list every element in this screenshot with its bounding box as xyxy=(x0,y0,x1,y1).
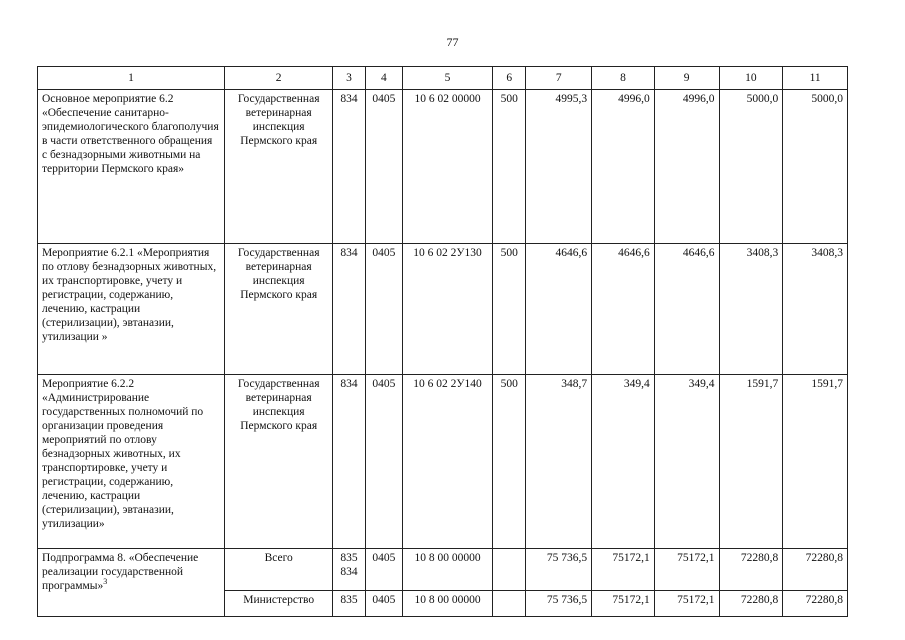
budget-table xyxy=(37,66,848,617)
kvr-code: 500 xyxy=(493,90,526,244)
grbs-code: 835 xyxy=(340,552,358,564)
table-row xyxy=(38,90,848,244)
grbs-codes xyxy=(333,549,365,591)
amount: 75172,1 xyxy=(592,549,655,591)
column-header: 1 xyxy=(38,67,225,90)
kvr-code: 500 xyxy=(493,375,526,549)
activity-name: Мероприятие 6.2.2 «Администрирование государственных полномочий по организации проведения мероприятий по отлову безнадзорных животных, их транспортировке, учету и регистрации, содержанию, лечению, кастрации (стерилизации), эвтаназии, утилизации» xyxy=(38,375,225,549)
column-header: 6 xyxy=(493,67,526,90)
column-header: 5 xyxy=(403,67,493,90)
executor-ministry: Министерство xyxy=(225,591,333,617)
amount: 5000,0 xyxy=(783,90,848,244)
amount: 72280,8 xyxy=(719,549,783,591)
grbs-code: 834 xyxy=(333,375,365,549)
footnote-marker: 3 xyxy=(103,577,108,587)
amount: 72280,8 xyxy=(783,549,848,591)
amount: 72280,8 xyxy=(719,591,783,617)
activity-name: Мероприятие 6.2.1 «Мероприятия по отлову безнадзорных животных, их транспортировке, учету и регистрации, содержанию, лечению, кастрации (стерилизации), эвтаназии, утилизации » xyxy=(38,244,225,375)
amount: 3408,3 xyxy=(783,244,848,375)
amount: 75172,1 xyxy=(654,549,719,591)
table-row xyxy=(38,244,848,375)
column-header: 4 xyxy=(365,67,402,90)
amount: 4646,6 xyxy=(654,244,719,375)
target-code: 10 6 02 00000 xyxy=(403,90,493,244)
activity-name: Основное мероприятие 6.2 «Обеспечение санитарно-эпидемиологического благополучия в части ответственного обращения с безнадзорными животными на территории Пермского края» xyxy=(38,90,225,244)
amount: 75172,1 xyxy=(654,591,719,617)
target-code: 10 8 00 00000 xyxy=(403,549,493,591)
subprogram-total-row xyxy=(38,549,848,591)
amount: 75172,1 xyxy=(592,591,655,617)
amount: 4646,6 xyxy=(526,244,592,375)
amount: 349,4 xyxy=(592,375,655,549)
table-row xyxy=(38,375,848,549)
grbs-code: 834 xyxy=(340,566,358,578)
grbs-code: 834 xyxy=(333,244,365,375)
amount: 75 736,5 xyxy=(526,591,592,617)
amount: 4996,0 xyxy=(654,90,719,244)
header-row xyxy=(38,67,848,90)
executor: Государственная ветеринарная инспекция Пермского края xyxy=(225,244,333,375)
grbs-code: 834 xyxy=(333,90,365,244)
kvr-code: 500 xyxy=(493,244,526,375)
column-header: 8 xyxy=(592,67,655,90)
column-header: 7 xyxy=(526,67,592,90)
amount: 348,7 xyxy=(526,375,592,549)
kvr-code xyxy=(493,549,526,591)
target-code: 10 8 00 00000 xyxy=(403,591,493,617)
amount: 75 736,5 xyxy=(526,549,592,591)
target-code: 10 6 02 2У140 xyxy=(403,375,493,549)
executor: Государственная ветеринарная инспекция Пермского края xyxy=(225,375,333,549)
section-code: 0405 xyxy=(365,549,402,591)
column-header: 3 xyxy=(333,67,365,90)
column-header: 9 xyxy=(654,67,719,90)
amount: 4995,3 xyxy=(526,90,592,244)
kvr-code xyxy=(493,591,526,617)
section-code: 0405 xyxy=(365,591,402,617)
amount: 3408,3 xyxy=(719,244,783,375)
amount: 349,4 xyxy=(654,375,719,549)
executor: Государственная ветеринарная инспекция Пермского края xyxy=(225,90,333,244)
section-code: 0405 xyxy=(365,244,402,375)
column-header: 11 xyxy=(783,67,848,90)
column-header: 2 xyxy=(225,67,333,90)
column-header: 10 xyxy=(719,67,783,90)
amount: 5000,0 xyxy=(719,90,783,244)
section-code: 0405 xyxy=(365,375,402,549)
page-number: 77 xyxy=(446,35,459,49)
subprogram-title: Подпрограмма 8. «Обеспечение реализации государственной программы» xyxy=(42,552,199,592)
section-code: 0405 xyxy=(365,90,402,244)
amount: 1591,7 xyxy=(783,375,848,549)
amount: 72280,8 xyxy=(783,591,848,617)
amount: 4996,0 xyxy=(592,90,655,244)
amount: 1591,7 xyxy=(719,375,783,549)
subprogram-name xyxy=(38,549,225,617)
executor-total: Всего xyxy=(225,549,333,591)
target-code: 10 6 02 2У130 xyxy=(403,244,493,375)
amount: 4646,6 xyxy=(592,244,655,375)
grbs-code: 835 xyxy=(333,591,365,617)
